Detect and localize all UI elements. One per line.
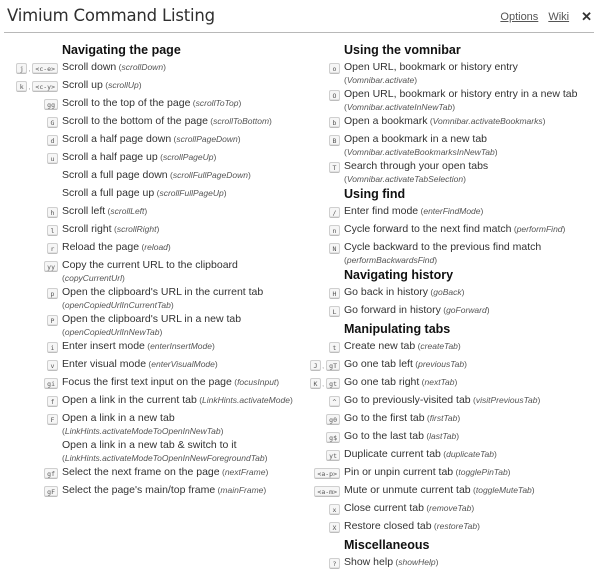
command-name: (nextFrame) [219,467,269,477]
command-name: (togglePinTab) [453,467,511,477]
command-description [344,87,600,114]
key-bindings [300,87,344,103]
command-row [0,312,300,339]
description-text: Restore closed tab [344,520,432,532]
description-text: Open a bookmark in a new tab [344,133,488,145]
section-title: Manipulating tabs [344,322,451,336]
key-bindings [0,465,62,481]
key-badge: h [47,207,58,218]
header-links [500,9,592,25]
description-text: Open the clipboard's URL in the current tab [62,286,264,298]
key-bindings [300,501,344,517]
key-bindings [300,357,344,373]
key-bindings [0,393,62,409]
command-description [344,204,600,218]
description-text: Cycle backward to the previous find match [344,241,542,253]
description-text: Scroll a full page down [62,169,168,181]
command-description [62,60,300,74]
key-badge: <c-y> [32,81,58,92]
command-description [344,357,600,371]
key-badge: T [329,162,340,173]
command-row [300,222,600,240]
command-name: (enterInsertMode) [144,341,215,351]
key-badge: <a-p> [314,468,340,479]
command-description [62,285,300,312]
key-badge: J [310,360,321,371]
command-description [62,339,300,353]
key-bindings [0,186,62,202]
command-name: (createTab) [415,341,461,351]
key-bindings [300,285,344,301]
command-row [300,429,600,447]
command-name: (openCopiedUrlInNewTab) [62,327,163,337]
key-bindings [300,393,344,409]
command-name: (lastTab) [423,431,460,441]
description-text: Go one tab left [344,358,413,370]
key-badge: l [47,225,58,236]
command-row [300,159,600,186]
description-text: Scroll a half page up [62,151,158,163]
command-name: (enterVisualMode) [146,359,218,369]
command-description [62,465,300,479]
command-description [62,150,300,164]
command-description [344,483,600,497]
command-row [0,78,300,96]
command-row [300,555,600,573]
key-badge: N [329,243,340,254]
key-badge: O [329,90,340,101]
command-row [300,465,600,483]
command-name: (scrollToTop) [190,98,242,108]
command-name: (toggleMuteTab) [470,485,535,495]
command-name: (enterFindMode) [418,206,484,216]
command-row [300,303,600,321]
command-row [0,411,300,438]
key-bindings [0,438,62,454]
description-text: Open a bookmark [344,115,428,127]
command-name: (LinkHints.activateModeToOpenInNewTab) [62,426,224,436]
command-name: (nextTab) [419,377,458,387]
command-description [62,204,300,218]
command-row [300,204,600,222]
command-name: (Vomnibar.activateInNewTab) [344,102,456,112]
key-bindings [300,411,344,427]
key-bindings [0,168,62,184]
key-badge: ^ [329,396,340,407]
command-description [344,132,600,159]
command-name: (performBackwardsFind) [344,255,438,265]
key-bindings [0,96,62,112]
command-row [0,375,300,393]
description-text: Close current tab [344,502,424,514]
command-description [344,114,600,128]
section-title: Navigating the page [62,43,181,57]
command-name: (LinkHints.activateModeToOpenInNewForegroundTab) [62,453,268,463]
key-badge: b [329,117,340,128]
description-text: Go to the first tab [344,412,425,424]
key-bindings [0,375,62,391]
command-row [0,186,300,204]
command-description [62,222,300,236]
key-bindings [0,240,62,256]
key-badge: d [47,135,58,146]
description-text: Go to previously-visited tab [344,394,471,406]
key-badge: gF [44,486,58,497]
section-miscellaneous [300,537,600,573]
section-using-the-vomnibar [300,42,600,186]
key-separator: , [321,360,325,370]
command-row [300,375,600,393]
key-bindings [300,375,344,391]
key-bindings [0,222,62,238]
command-description [62,96,300,110]
key-badge: <a-m> [314,486,340,497]
command-description [62,114,300,128]
command-name: (removeTab) [423,503,475,513]
command-description [344,429,600,443]
key-badge: X [329,522,340,533]
command-row [300,87,600,114]
key-bindings [300,429,344,445]
command-description [62,483,300,497]
key-bindings [300,222,344,238]
description-text: Reload the page [62,241,140,253]
description-text: Go forward in history [344,304,441,316]
key-badge: o [329,63,340,74]
description-text: Open the clipboard's URL in a new tab [62,313,242,325]
key-badge: yt [326,450,340,461]
command-row [300,132,600,159]
command-description [344,375,600,389]
command-row [0,465,300,483]
key-badge: F [47,414,58,425]
command-name: (visitPreviousTab) [470,395,541,405]
command-name: (Vomnibar.activateTabSelection) [344,174,466,184]
command-name: (firstTab) [424,413,461,423]
key-separator: , [28,81,31,91]
command-description [62,393,300,407]
command-row [0,258,300,285]
key-separator: , [321,378,325,388]
description-text: Scroll to the bottom of the page [62,115,208,127]
header-divider [4,32,594,33]
command-row [0,204,300,222]
key-bindings [0,114,62,130]
command-row [300,357,600,375]
key-badge: G [47,117,58,128]
command-row [0,132,300,150]
command-name: (scrollPageDown) [171,134,241,144]
key-badge: L [329,306,340,317]
description-text: Duplicate current tab [344,448,441,460]
key-bindings [0,285,62,301]
command-row [0,240,300,258]
section-title: Using the vomnibar [344,43,461,57]
key-badge: x [329,504,340,515]
command-name: (Vomnibar.activateBookmarks) [427,116,546,126]
key-badge: u [47,153,58,164]
command-row [0,339,300,357]
command-row [0,357,300,375]
key-bindings [300,159,344,175]
command-row [0,393,300,411]
command-name: (reload) [139,242,171,252]
key-badge: gf [44,468,58,479]
command-row [300,60,600,87]
key-bindings [0,78,62,94]
description-text: Select the page's main/top frame [62,484,216,496]
section-manipulating-tabs [300,321,600,537]
key-bindings [300,303,344,319]
key-bindings [0,258,62,274]
command-name: (restoreTab) [431,521,480,531]
key-bindings [300,132,344,148]
key-bindings [0,132,62,148]
command-name: (Vomnibar.activateBookmarksInNewTab) [344,147,498,157]
description-text: Open URL, bookmark or history entry [344,61,518,73]
command-description [62,78,300,92]
key-badge: gT [326,360,340,371]
wiki-link[interactable]: Wiki [548,11,570,23]
command-name: (goBack) [428,287,465,297]
key-badge: t [329,342,340,353]
section-title: Using find [344,187,406,201]
description-text: Go one tab right [344,376,420,388]
left-column [0,42,300,501]
description-text: Scroll to the top of the page [62,97,191,109]
key-badge: K [310,378,321,389]
key-badge: <c-e> [32,63,58,74]
section-navigating-history [300,267,600,321]
description-text: Enter find mode [344,205,419,217]
description-text: Go back in history [344,286,429,298]
description-text: Show help [344,556,394,568]
command-row [300,501,600,519]
command-row [0,222,300,240]
key-bindings [300,483,344,499]
key-badge: i [47,342,58,353]
command-row [0,483,300,501]
command-description [62,258,300,285]
command-name: (scrollToBottom) [207,116,272,126]
description-text: Copy the current URL to the clipboard [62,259,238,271]
description-text: Select the next frame on the page [62,466,220,478]
key-badge: p [47,288,58,299]
command-name: (scrollRight) [111,224,160,234]
command-description [344,465,600,479]
close-icon[interactable]: ✕ [581,9,592,24]
command-description [344,240,600,267]
key-bindings [0,60,62,76]
key-bindings [300,519,344,535]
key-bindings [0,483,62,499]
description-text: Enter visual mode [62,358,147,370]
description-text: Scroll left [62,205,106,217]
key-badge: r [47,243,58,254]
description-text: Scroll a half page down [62,133,172,145]
key-badge: n [329,225,340,236]
command-description [62,357,300,371]
description-text: Scroll up [62,79,103,91]
key-badge: gt [326,378,340,389]
command-name: (scrollDown) [116,62,166,72]
command-name: (Vomnibar.activate) [344,75,418,85]
command-row [300,447,600,465]
command-description [344,501,600,515]
command-description [344,519,600,533]
key-badge: f [47,396,58,407]
description-text: Enter insert mode [62,340,145,352]
description-text: Open a link in the current tab [62,394,197,406]
key-bindings [0,204,62,220]
key-bindings [300,447,344,463]
command-row [300,483,600,501]
description-text: Search through your open tabs [344,160,489,172]
command-row [300,393,600,411]
command-name: (scrollFullPageUp) [154,188,227,198]
key-badge: v [47,360,58,371]
key-badge: gg [44,99,58,110]
command-row [0,438,300,465]
right-column [300,42,600,573]
command-description [62,240,300,254]
command-name: (scrollUp) [102,80,142,90]
command-description [62,375,300,389]
key-badge: k [16,81,27,92]
key-badge: g$ [326,432,340,443]
description-text: Go to the last tab [344,430,424,442]
command-description [344,159,600,186]
section-navigating-the-page [0,42,300,501]
command-row [0,150,300,168]
command-name: (scrollFullPageDown) [167,170,251,180]
page-title: Vimium Command Listing [7,6,215,25]
key-badge: gi [44,378,58,389]
command-row [300,411,600,429]
key-badge: H [329,288,340,299]
section-using-find [300,186,600,267]
command-row [0,96,300,114]
description-text: Open a link in a new tab [62,412,175,424]
command-description [344,222,600,236]
command-name: (mainFrame) [215,485,267,495]
command-name: (goForward) [440,305,490,315]
description-text: Open URL, bookmark or history entry in a new tab [344,88,578,100]
command-description [62,132,300,146]
key-badge: P [47,315,58,326]
command-name: (openCopiedUrlInCurrentTab) [62,300,174,310]
description-text: Pin or unpin current tab [344,466,454,478]
key-badge: B [329,135,340,146]
key-bindings [300,240,344,256]
command-name: (scrollPageUp) [157,152,217,162]
command-row [0,60,300,78]
key-bindings [300,60,344,76]
command-row [0,285,300,312]
command-row [300,240,600,267]
command-name: (duplicateTab) [440,449,497,459]
command-name: (focusInput) [231,377,280,387]
command-description [344,411,600,425]
key-bindings [300,114,344,130]
command-row [300,285,600,303]
key-badge: j [16,63,27,74]
command-description [62,411,300,438]
command-description [62,438,300,465]
command-description [62,312,300,339]
command-description [344,393,600,407]
section-title: Miscellaneous [344,538,430,552]
key-bindings [0,312,62,328]
command-description [344,339,600,353]
command-description [344,60,600,87]
key-badge: ? [329,558,340,569]
key-bindings [300,204,344,220]
key-separator: , [28,63,31,73]
command-name: (scrollLeft) [105,206,148,216]
description-text: Cycle forward to the next find match [344,223,512,235]
description-text: Scroll a full page up [62,187,155,199]
command-description [344,285,600,299]
command-name: (performFind) [511,224,566,234]
description-text: Scroll right [62,223,112,235]
command-name: (copyCurrentUrl) [62,273,125,283]
key-bindings [0,339,62,355]
key-bindings [300,555,344,571]
command-description [62,168,300,182]
command-row [300,114,600,132]
command-row [300,519,600,537]
command-row [300,339,600,357]
command-row [0,168,300,186]
command-description [344,303,600,317]
command-name: (previousTab) [412,359,467,369]
key-bindings [0,357,62,373]
key-bindings [0,150,62,166]
dialog-header [0,0,600,33]
description-text: Open a link in a new tab & switch to it [62,439,237,451]
command-name: (LinkHints.activateMode) [196,395,293,405]
description-text: Create new tab [344,340,416,352]
description-text: Focus the first text input on the page [62,376,232,388]
command-description [344,555,600,569]
key-bindings [300,465,344,481]
key-badge: / [329,207,340,218]
key-bindings [300,339,344,355]
description-text: Mute or unmute current tab [344,484,471,496]
key-badge: yy [44,261,58,272]
command-description [344,447,600,461]
section-title: Navigating history [344,268,454,282]
description-text: Scroll down [62,61,117,73]
options-link[interactable]: Options [500,11,539,23]
key-badge: g0 [326,414,340,425]
key-bindings [0,411,62,427]
command-row [0,114,300,132]
command-name: (showHelp) [393,557,439,567]
command-description [62,186,300,200]
